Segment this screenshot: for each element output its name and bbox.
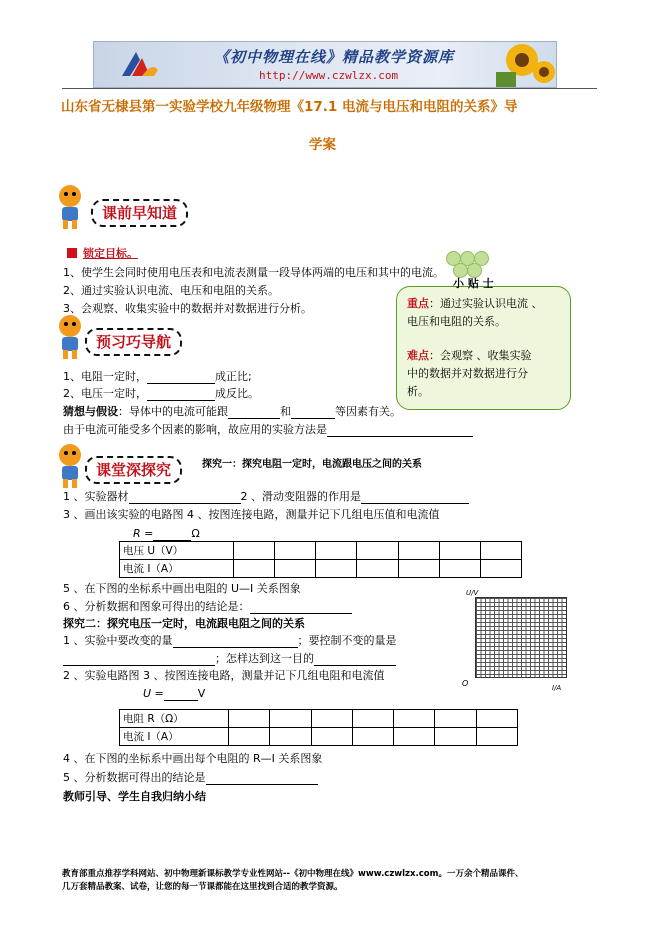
goals-heading-label: 锁定目标。: [83, 247, 138, 260]
table-row-label: 电压 U（V）: [120, 542, 234, 560]
method-blank[interactable]: [327, 424, 473, 437]
document-title-cont: 学案: [309, 137, 336, 153]
hypothesis-line: 猜想与假设：导体中的电流可能跟 和 等因素有关。: [63, 405, 401, 418]
site-logo-icon: [116, 46, 162, 84]
explore2-line2: 2 、实验电路图 3 、按图连接电路，测量并记下几组电阻和电流值: [63, 669, 385, 682]
graph-x-label: I/A: [552, 684, 562, 692]
hyp-blank-1[interactable]: [228, 406, 280, 419]
table-row-label: 电阻 R（Ω）: [120, 710, 229, 728]
section-explore: 课堂深探究: [85, 456, 182, 484]
tiger-mascot-icon: [50, 182, 90, 230]
hyp-blank-2[interactable]: [291, 406, 335, 419]
summary-line: 教师引导、学生自我归纳小结: [63, 790, 206, 803]
goal-item-2: 2、通过实验认识电流、电压和电阻的关系。: [63, 284, 279, 297]
conclusion1-blank[interactable]: [250, 601, 352, 614]
rheostat-blank[interactable]: [361, 491, 469, 504]
conclusion2-blank[interactable]: [206, 772, 318, 785]
explore2-line1-cont: ；怎样达到这一目的: [63, 652, 396, 666]
variable-blank[interactable]: [173, 635, 298, 648]
coordinate-grid: [475, 597, 567, 678]
banner-url[interactable]: http://www.czwlzx.com: [259, 69, 399, 82]
site-banner: [93, 41, 557, 88]
goals-heading: [67, 247, 138, 261]
section-preview: 预习巧导航: [85, 328, 182, 356]
method-line: 由于电流可能受多个因素的影响，故应用的实验方法是: [63, 423, 473, 437]
method2-blank[interactable]: [314, 653, 396, 666]
control-blank[interactable]: [63, 653, 215, 666]
explore2-line5: 5 、分析数据可得出的结论是: [63, 771, 318, 785]
document-title: 山东省无棣县第一实验学校九年级物理《17.1 电流与电压和电阻的关系》导: [61, 99, 518, 115]
u-blank[interactable]: [164, 688, 198, 701]
explore1-title: 探究一：探究电阻一定时，电流跟电压之间的关系: [202, 459, 422, 470]
tiger-mascot-icon: [50, 441, 90, 489]
equipment-blank[interactable]: [129, 491, 241, 504]
tiger-mascot-icon: [50, 312, 90, 360]
preview-q2: 2、电压一定时， 成反比。: [63, 387, 259, 400]
footer-line-1: 教育部重点推荐学科网站、初中物理新课标教学专业性网站--《初中物理在线》www.czwlzx.com。一万余个精品课件、: [62, 869, 524, 879]
explore1-line3: 3 、画出该实验的电路图 4 、按图连接电路，测量并记下几组电压值和电流值: [63, 508, 440, 521]
table-row-label: 电流 I（A）: [120, 728, 229, 746]
preview-q1: 1、电阻一定时， 成正比;: [63, 370, 252, 383]
q2-blank[interactable]: [147, 388, 215, 401]
square-bullet-icon: [67, 248, 77, 258]
explore1-line6: 6 、分析数据和图象可得出的结论是：: [63, 600, 352, 614]
banner-title: 《初中物理在线》精品教学资源库: [214, 48, 455, 66]
tips-box: [396, 277, 571, 410]
resistance-value: R = Ω: [133, 527, 200, 540]
graph-y-label: U/V: [466, 589, 479, 597]
explore1-line5: 5 、在下图的坐标系中画出电阻的 U—I 关系图象: [63, 582, 301, 595]
tips-key-point: 重点：通过实验认识电流 、: [407, 297, 543, 310]
explore2-line1: 1 、实验中要改变的量 ；要控制不变的量是: [63, 634, 397, 647]
graph-origin: O: [462, 679, 469, 688]
tips-key-point-cont: 电压和电阻的关系。: [407, 315, 506, 328]
header-rule: [62, 88, 597, 89]
explore2-title: 探究二：探究电压一定时，电流跟电阻之间的关系: [63, 617, 305, 630]
voltage-value: U = V: [143, 687, 206, 700]
tips-difficulty-end: 析。: [407, 385, 429, 398]
tips-difficulty-cont: 中的数据并对数据进行分: [407, 367, 528, 380]
goal-item-1: 1、使学生会同时使用电压表和电流表测量一段导体两端的电压和其中的电流。: [63, 266, 444, 279]
voltage-current-table: [119, 541, 522, 578]
explore2-line4: 4 、在下图的坐标系中画出每个电阻的 R—I 关系图象: [63, 752, 323, 765]
resistance-current-table: [119, 709, 518, 746]
tips-difficulty: 难点：会观察 、收集实验: [407, 349, 532, 362]
tips-title: 小 贴 士: [453, 277, 494, 290]
table-row-label: 电流 I（A）: [120, 560, 234, 578]
q1-blank[interactable]: [147, 371, 215, 384]
explore1-line1: 1 、实验器材 2 、滑动变阻器的作用是: [63, 490, 469, 504]
section-preclass: 课前早知道: [91, 199, 188, 227]
goal-item-3: 3、会观察、收集实验中的数据并对数据进行分析。: [63, 302, 312, 315]
sunflower-icon: [482, 42, 556, 87]
r-blank[interactable]: [153, 528, 191, 541]
footer-line-2: 几万套精品教案、试卷，让您的每一节课都能在这里找到合适的教学资源。: [62, 882, 343, 892]
